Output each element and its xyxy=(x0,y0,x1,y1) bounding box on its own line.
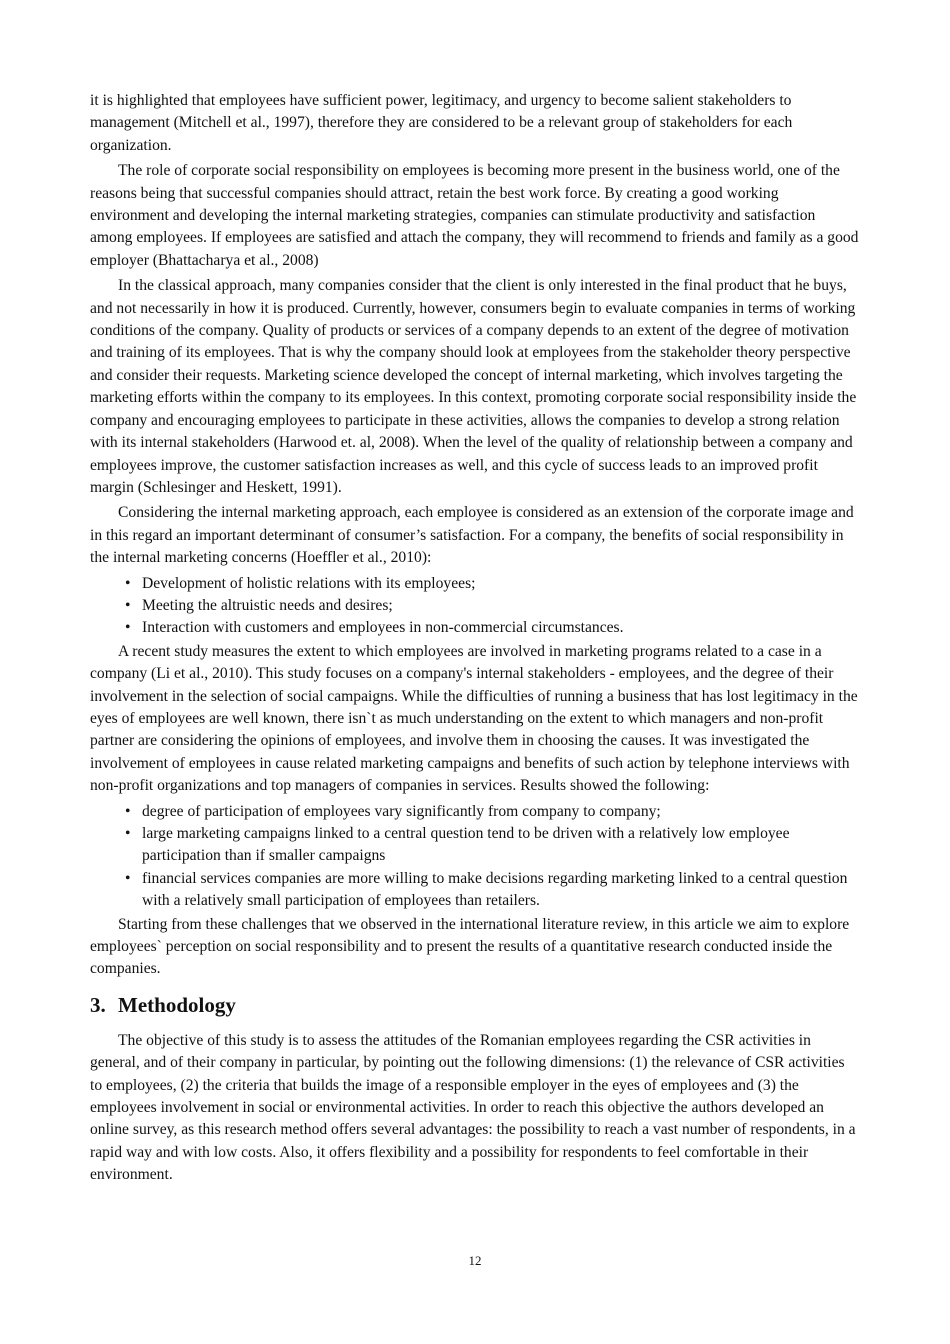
bullet-icon: • xyxy=(125,825,131,842)
paragraph-stakeholders-continuation: it is highlighted that employees have sufficient power, legitimacy, and urgency to become salient stakeholders to management (Mitchell et al., 1997), therefore they are considered to be a relevant group of stakeholders for each organization. xyxy=(90,92,793,154)
bullet-icon: • xyxy=(125,802,131,820)
list-item xyxy=(90,823,860,868)
paragraph-recent-study: A recent study measures the extent to which employees are involved in marketing programs related to a case in a company (Li et al., 2010). This study focuses on a company's internal stakeholders - employees, and the degree of their involvement in the selection of social campaigns. While the difficulties of running a business that has lost legitimacy in the eyes of employees are well known, there isn`t as much understanding on the extent to which managers and non-profit partner are considering the opinions of employees, and involve them in choosing the causes. It was investigated the involvement of employees in cause related marketing campaigns and benefits of such action by telephone interviews with non-profit organizations and top managers of companies in services. Results showed the following: xyxy=(90,642,858,795)
list-item xyxy=(90,868,860,913)
list-item xyxy=(90,573,860,595)
bullet-icon: • xyxy=(125,619,131,637)
paragraph-challenges: Starting from these challenges that we observed in the international literature review, in this article we aim to explore employees` perception on social responsibility and to present the results of a quantitative research conducted inside the companies. xyxy=(90,915,850,978)
paragraph-objective: The objective of this study is to assess the attitudes of the Romanian employees regarding the CSR activities in general, and of their company in particular, by pointing out the following dimensions: (1) the relevance of CSR activities to employees, (2) the criteria that builds the image of a responsible employer in the eyes of employees and (3) the employees involvement in social or environmental activities. In order to reach this objective the authors developed an online survey, as this research method offers several advantages: the possibility to reach a vast number of respondents, in a rapid way and with low costs. Also, it offers flexibility and a possibility for respondents to feel comfortable in their environment. xyxy=(90,1031,856,1184)
list-item-text: large marketing campaigns linked to a central question tend to be driven with a relatively low employee participation than if smaller campaigns xyxy=(142,825,790,865)
results-list xyxy=(90,801,860,913)
bullet-icon: • xyxy=(125,869,131,887)
list-item-text: degree of participation of employees vary significantly from company to company; xyxy=(142,802,661,820)
section-heading xyxy=(90,992,860,1018)
list-item xyxy=(90,595,860,617)
page-number: 12 xyxy=(468,1253,482,1268)
list-item-text: financial services companies are more willing to make decisions regarding marketing linked to a central question with a relatively small participation of employees than retailers. xyxy=(142,869,848,910)
benefits-list xyxy=(90,573,860,640)
paragraph-internal-marketing: Considering the internal marketing approach, each employee is considered as an extension of the corporate image and in this regard an important determinant of consumer’s satisfaction. For a company, the benefits of social responsibility in the internal marketing concerns (Hoeffler et al., 2010): xyxy=(90,504,854,567)
bullet-icon: • xyxy=(125,596,131,614)
list-item-text: Development of holistic relations with its employees; xyxy=(142,574,476,592)
list-item xyxy=(90,617,860,639)
paragraph-csr-role: The role of corporate social responsibility on employees is becoming more present in the business world, one of the reasons being that successful companies should attract, retain the best work force. By creating a good working environment and developing the internal marketing strategies, companies can stimulate productivity and satisfaction among employees. If employees are satisfied and attach the company, they will recommend to friends and family as a good employer (Bhattacharya et al., 2008) xyxy=(90,162,859,269)
section-number: 3. xyxy=(90,992,106,1017)
section-title: Methodology xyxy=(118,992,236,1017)
list-item-text: Meeting the altruistic needs and desires; xyxy=(142,596,393,614)
list-item xyxy=(90,801,860,823)
paragraph-classical-approach: In the classical approach, many companies consider that the client is only interested in the final product that he buys, and not necessarily in how it is produced. Currently, however, consumers begin to evaluate companies in terms of working conditions of the company. Quality of products or services of a company depends to an extent of the degree of motivation and training of its employees. That is why the company should look at employees from the stakeholder theory perspective and consider their requests. Marketing science developed the concept of internal marketing, which involves targeting the marketing efforts within the company to its employees. In this context, promoting corporate social responsibility inside the company and encouraging employees to participate in these activities, allows the companies to develop a strong relation with its internal stakeholders (Harwood et. al, 2008). When the level of the quality of relationship between a company and employees improve, the customer satisfaction increases as well, and this cycle of success leads to an improved profit margin (Schlesinger and Heskett, 1991). xyxy=(90,277,857,496)
page-content xyxy=(90,90,860,1190)
bullet-icon: • xyxy=(125,574,131,592)
list-item-text: Interaction with customers and employees in non-commercial circumstances. xyxy=(142,619,624,637)
